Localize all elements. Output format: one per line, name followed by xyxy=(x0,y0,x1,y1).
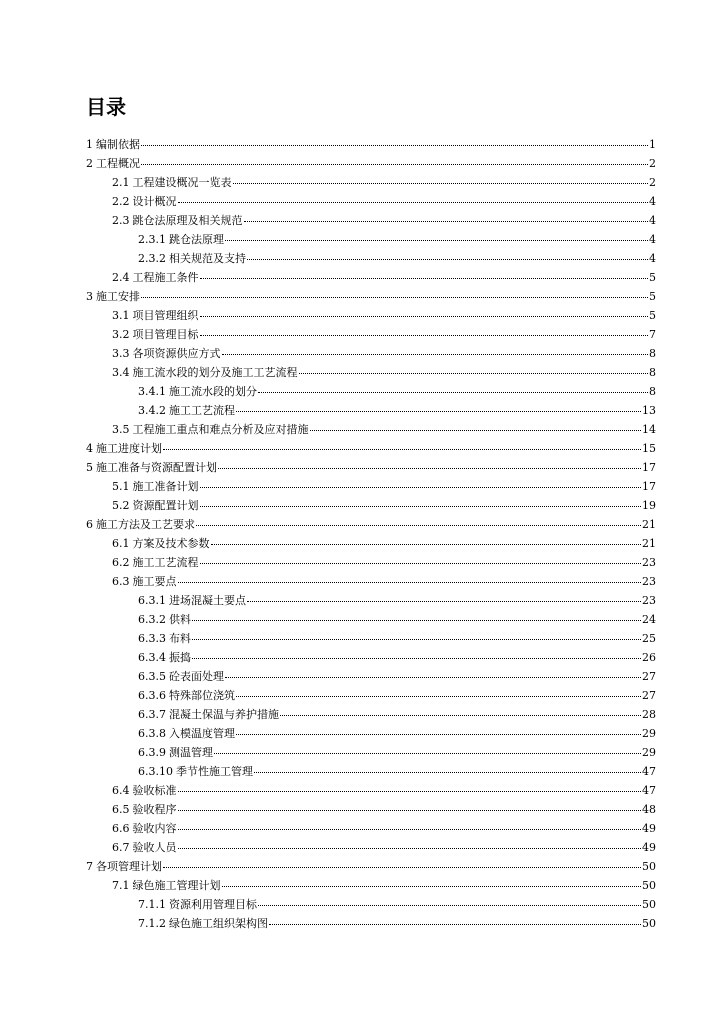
toc-entry-number: 4 xyxy=(86,442,93,455)
toc-entry-page: 4 xyxy=(649,214,656,227)
toc-dot-leader xyxy=(244,221,649,222)
toc-entry-label: 施工准备计划 xyxy=(132,480,199,493)
toc-entry-page: 47 xyxy=(642,784,656,797)
toc-entry-number: 6.3.6 xyxy=(138,689,166,702)
toc-dot-leader xyxy=(247,259,648,260)
toc-entry-page: 49 xyxy=(642,841,656,854)
toc-entry-number: 6.3.8 xyxy=(138,727,166,740)
toc-entry-page: 2 xyxy=(649,176,656,189)
toc-entry[interactable] xyxy=(86,686,656,705)
toc-dot-leader xyxy=(258,905,641,906)
toc-entry[interactable] xyxy=(86,496,656,515)
toc-entry[interactable] xyxy=(86,895,656,914)
toc-dot-leader xyxy=(192,639,641,640)
toc-entry[interactable] xyxy=(86,515,656,534)
toc-dot-leader xyxy=(178,791,642,792)
toc-entry-number: 2.4 xyxy=(112,271,130,284)
toc-entry-label: 布料 xyxy=(169,632,191,645)
toc-dot-leader xyxy=(200,487,642,488)
toc-entry[interactable] xyxy=(86,781,656,800)
toc-entry[interactable] xyxy=(86,249,656,268)
toc-entry-page: 17 xyxy=(642,480,656,493)
toc-entry-number: 6.3.3 xyxy=(138,632,166,645)
toc-entry-number: 7.1 xyxy=(112,879,130,892)
toc-entry-label: 绿色施工组织架构图 xyxy=(169,917,268,930)
toc-entry-label: 跳仓法原理 xyxy=(169,233,224,246)
toc-entry[interactable] xyxy=(86,192,656,211)
toc-dot-leader xyxy=(225,677,641,678)
toc-entry[interactable] xyxy=(86,743,656,762)
toc-entry[interactable] xyxy=(86,154,656,173)
toc-entry-label: 振捣 xyxy=(169,651,191,664)
toc-entry[interactable] xyxy=(86,629,656,648)
toc-dot-leader xyxy=(222,886,642,887)
toc-entry-number: 7.1.2 xyxy=(138,917,166,930)
toc-entry-page: 5 xyxy=(649,309,656,322)
toc-entry-number: 6.3.2 xyxy=(138,613,166,626)
toc-entry-number: 3 xyxy=(86,290,93,303)
toc-entry-page: 23 xyxy=(642,594,656,607)
toc-entry-label: 施工要点 xyxy=(132,575,177,588)
toc-entry-label: 供料 xyxy=(169,613,191,626)
toc-entry-label: 项目管理目标 xyxy=(132,328,199,341)
toc-dot-leader xyxy=(196,525,641,526)
toc-dot-leader xyxy=(141,145,648,146)
toc-entry-page: 5 xyxy=(649,271,656,284)
toc-entry[interactable] xyxy=(86,306,656,325)
toc-entry-page: 8 xyxy=(649,385,656,398)
toc-dot-leader xyxy=(178,202,649,203)
toc-entry-number: 2.1 xyxy=(112,176,130,189)
toc-entry-number: 6.3.1 xyxy=(138,594,166,607)
toc-entry[interactable] xyxy=(86,268,656,287)
toc-dot-leader xyxy=(178,829,642,830)
toc-entry-page: 21 xyxy=(642,518,656,531)
toc-dot-leader xyxy=(222,354,649,355)
toc-entry-number: 1 xyxy=(86,138,93,151)
toc-entry-label: 施工流水段的划分 xyxy=(169,385,257,398)
toc-dot-leader xyxy=(163,449,641,450)
toc-entry-number: 2.3.1 xyxy=(138,233,166,246)
toc-entry[interactable] xyxy=(86,534,656,553)
toc-entry-page: 23 xyxy=(642,575,656,588)
toc-entry-label: 测温管理 xyxy=(169,746,213,759)
toc-entry-label: 施工流水段的划分及施工工艺流程 xyxy=(132,366,298,379)
toc-entry-label: 相关规范及支持 xyxy=(169,252,246,265)
toc-entry-page: 29 xyxy=(642,746,656,759)
toc-entry-page: 8 xyxy=(649,366,656,379)
toc-entry[interactable] xyxy=(86,211,656,230)
toc-dot-leader xyxy=(200,335,649,336)
toc-entry-number: 3.4 xyxy=(112,366,130,379)
toc-dot-leader xyxy=(299,373,649,374)
toc-entry-page: 14 xyxy=(642,423,656,436)
toc-entry-page: 13 xyxy=(642,404,656,417)
toc-entry-number: 6 xyxy=(86,518,93,531)
toc-dot-leader xyxy=(163,867,641,868)
toc-entry-number: 2.3 xyxy=(112,214,130,227)
toc-dot-leader xyxy=(178,582,642,583)
toc-entry-number: 6.1 xyxy=(112,537,130,550)
toc-entry-page: 49 xyxy=(642,822,656,835)
toc-entry-number: 6.3.4 xyxy=(138,651,166,664)
toc-entry[interactable] xyxy=(86,287,656,306)
toc-entry-number: 5.1 xyxy=(112,480,130,493)
toc-entry-label: 跳仓法原理及相关规范 xyxy=(132,214,243,227)
toc-entry-label: 各项管理计划 xyxy=(96,860,162,873)
toc-entry[interactable] xyxy=(86,230,656,249)
toc-entry-label: 施工工艺流程 xyxy=(169,404,235,417)
toc-entry[interactable] xyxy=(86,724,656,743)
toc-entry-page: 29 xyxy=(642,727,656,740)
toc-entry-page: 50 xyxy=(642,917,656,930)
toc-dot-leader xyxy=(236,696,641,697)
toc-dot-leader xyxy=(141,297,648,298)
toc-entry-number: 3.3 xyxy=(112,347,130,360)
toc-dot-leader xyxy=(214,753,641,754)
toc-entry-number: 6.3.5 xyxy=(138,670,166,683)
toc-entry-page: 50 xyxy=(642,879,656,892)
toc-entry-label: 特殊部位浇筑 xyxy=(169,689,235,702)
toc-entry-page: 2 xyxy=(649,157,656,170)
toc-dot-leader xyxy=(192,658,641,659)
toc-entry-label: 工程概况 xyxy=(96,157,140,170)
toc-dot-leader xyxy=(225,240,648,241)
toc-entry-label: 施工准备与资源配置计划 xyxy=(96,461,217,474)
toc-entry-page: 50 xyxy=(642,898,656,911)
toc-entry-page: 5 xyxy=(649,290,656,303)
toc-entry-number: 3.4.1 xyxy=(138,385,166,398)
toc-entry-page: 25 xyxy=(642,632,656,645)
toc-dot-leader xyxy=(200,506,642,507)
toc-entry-page: 50 xyxy=(642,860,656,873)
toc-entry[interactable] xyxy=(86,857,656,876)
toc-entry[interactable] xyxy=(86,667,656,686)
toc-title: 目录 xyxy=(86,95,126,119)
toc-entry[interactable] xyxy=(86,401,656,420)
toc-dot-leader xyxy=(233,183,649,184)
toc-entry-number: 3.5 xyxy=(112,423,130,436)
toc-entry-label: 施工方法及工艺要求 xyxy=(96,518,195,531)
toc-entry-label: 项目管理组织 xyxy=(132,309,199,322)
toc-entry-label: 施工工艺流程 xyxy=(132,556,199,569)
toc-entry[interactable] xyxy=(86,420,656,439)
toc-entry-number: 6.2 xyxy=(112,556,130,569)
toc-entry-number: 3.4.2 xyxy=(138,404,166,417)
toc-entry-number: 5.2 xyxy=(112,499,130,512)
toc-entry-label: 混凝土保温与养护措施 xyxy=(169,708,279,721)
toc-entry-label: 编制依据 xyxy=(96,138,140,151)
toc-entry-label: 工程施工重点和难点分析及应对措施 xyxy=(132,423,309,436)
toc-dot-leader xyxy=(200,316,649,317)
toc-list xyxy=(86,135,656,933)
toc-entry-label: 施工进度计划 xyxy=(96,442,162,455)
toc-entry-number: 6.4 xyxy=(112,784,130,797)
toc-entry-number: 2.2 xyxy=(112,195,130,208)
toc-entry-label: 验收人员 xyxy=(132,841,177,854)
toc-entry-number: 2.3.2 xyxy=(138,252,166,265)
toc-entry-number: 7 xyxy=(86,860,93,873)
toc-entry[interactable] xyxy=(86,800,656,819)
toc-entry-label: 绿色施工管理计划 xyxy=(132,879,221,892)
toc-entry[interactable] xyxy=(86,173,656,192)
toc-entry-label: 设计概况 xyxy=(132,195,177,208)
toc-entry[interactable] xyxy=(86,344,656,363)
toc-entry[interactable] xyxy=(86,591,656,610)
toc-dot-leader xyxy=(178,848,642,849)
toc-entry-page: 27 xyxy=(642,670,656,683)
toc-entry-page: 19 xyxy=(642,499,656,512)
toc-entry-label: 施工安排 xyxy=(96,290,140,303)
toc-dot-leader xyxy=(178,810,642,811)
toc-entry-label: 工程建设概况一览表 xyxy=(132,176,232,189)
toc-entry-label: 资源利用管理目标 xyxy=(169,898,257,911)
toc-dot-leader xyxy=(258,392,648,393)
toc-entry-page: 17 xyxy=(642,461,656,474)
toc-entry[interactable] xyxy=(86,819,656,838)
toc-entry-page: 15 xyxy=(642,442,656,455)
toc-entry-page: 24 xyxy=(642,613,656,626)
toc-dot-leader xyxy=(200,278,649,279)
toc-entry-page: 8 xyxy=(649,347,656,360)
toc-entry[interactable] xyxy=(86,705,656,724)
toc-dot-leader xyxy=(211,544,642,545)
toc-entry-page: 4 xyxy=(649,252,656,265)
toc-entry-page: 4 xyxy=(649,195,656,208)
toc-dot-leader xyxy=(280,715,641,716)
toc-entry-number: 7.1.1 xyxy=(138,898,166,911)
toc-entry-number: 6.3.9 xyxy=(138,746,166,759)
toc-entry-number: 3.2 xyxy=(112,328,130,341)
toc-entry-label: 入模温度管理 xyxy=(169,727,235,740)
toc-entry[interactable] xyxy=(86,439,656,458)
toc-entry-number: 6.3.7 xyxy=(138,708,166,721)
toc-entry[interactable] xyxy=(86,762,656,781)
toc-entry-page: 28 xyxy=(642,708,656,721)
toc-entry-number: 5 xyxy=(86,461,93,474)
toc-entry-page: 4 xyxy=(649,233,656,246)
toc-entry[interactable] xyxy=(86,838,656,857)
toc-entry-label: 验收程序 xyxy=(132,803,177,816)
toc-entry[interactable] xyxy=(86,458,656,477)
toc-dot-leader xyxy=(310,430,642,431)
toc-entry-number: 6.5 xyxy=(112,803,130,816)
toc-entry-number: 6.7 xyxy=(112,841,130,854)
toc-dot-leader xyxy=(254,772,641,773)
toc-entry-label: 砼表面处理 xyxy=(169,670,224,683)
toc-dot-leader xyxy=(200,563,642,564)
toc-entry-page: 27 xyxy=(642,689,656,702)
toc-entry-label: 资源配置计划 xyxy=(132,499,199,512)
toc-entry-number: 6.3 xyxy=(112,575,130,588)
toc-entry-page: 48 xyxy=(642,803,656,816)
toc-entry[interactable] xyxy=(86,914,656,933)
toc-dot-leader xyxy=(236,411,641,412)
toc-entry-label: 各项资源供应方式 xyxy=(132,347,221,360)
toc-entry-number: 2 xyxy=(86,157,93,170)
toc-dot-leader xyxy=(218,468,641,469)
toc-entry-page: 21 xyxy=(642,537,656,550)
toc-entry-page: 26 xyxy=(642,651,656,664)
toc-entry-number: 3.1 xyxy=(112,309,130,322)
toc-entry-label: 验收内容 xyxy=(132,822,177,835)
toc-dot-leader xyxy=(192,620,641,621)
toc-dot-leader xyxy=(141,164,648,165)
toc-entry-page: 23 xyxy=(642,556,656,569)
toc-entry-number: 6.6 xyxy=(112,822,130,835)
toc-entry[interactable] xyxy=(86,477,656,496)
toc-entry-label: 季节性施工管理 xyxy=(176,765,253,778)
toc-dot-leader xyxy=(247,601,641,602)
toc-dot-leader xyxy=(269,924,641,925)
toc-entry-label: 方案及技术参数 xyxy=(132,537,210,550)
toc-entry[interactable] xyxy=(86,876,656,895)
toc-entry[interactable] xyxy=(86,610,656,629)
toc-entry-number: 6.3.10 xyxy=(138,765,173,778)
toc-entry-page: 47 xyxy=(642,765,656,778)
toc-entry[interactable] xyxy=(86,572,656,591)
toc-entry[interactable] xyxy=(86,648,656,667)
toc-entry-page: 7 xyxy=(649,328,656,341)
toc-entry[interactable] xyxy=(86,363,656,382)
toc-entry-page: 1 xyxy=(649,138,656,151)
toc-entry[interactable] xyxy=(86,382,656,401)
toc-entry-label: 进场混凝土要点 xyxy=(169,594,246,607)
toc-entry-label: 工程施工条件 xyxy=(132,271,199,284)
toc-entry[interactable] xyxy=(86,553,656,572)
toc-entry[interactable] xyxy=(86,325,656,344)
toc-entry[interactable] xyxy=(86,135,656,154)
toc-entry-label: 验收标准 xyxy=(132,784,177,797)
toc-dot-leader xyxy=(236,734,641,735)
